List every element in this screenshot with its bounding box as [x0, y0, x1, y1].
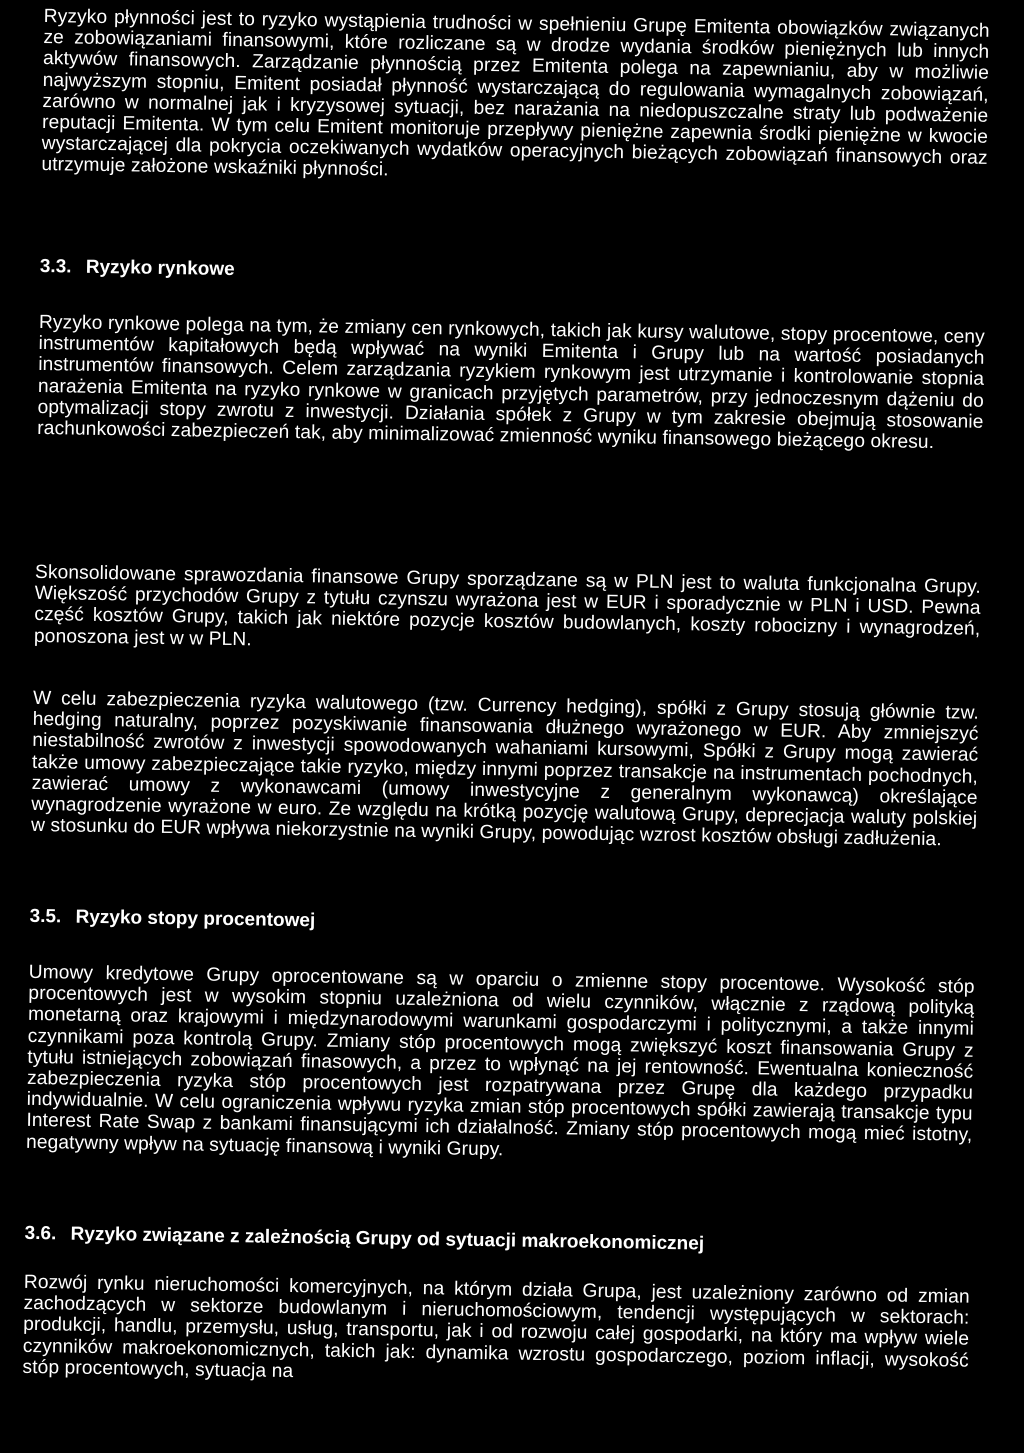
currency-paragraph-2: W celu zabezpieczenia ryzyka walutowego (tzw. Currency hedging), spółki z Grupy stosują głównie tzw. hedging naturalny, poprzez pozyskiwanie finansowania dłużnego wyrażonego w EUR. Aby zmniejszyć niestabilność zwrotów z inwestycji spowodowanych wahaniami kursowymi, Spółki z Grupy mogą zawierać także umowy zabezpieczające takie ryzyko, między innymi poprzez transakcje na instrumentach pochodnych, zawierać umowy z wykonawcami (umowy inwestycyjne z generalnym wykonawcą) określające wynagrodzenie wyrażone w euro. Ze względu na krótką pozycję walutową Grupy, deprecjacja waluty polskiej w stosunku do EUR wpływa niekorzystnie na wyniki Grupy, powodując wzrost kosztów obsługi zadłużenia.	[30, 687, 980, 851]
section-number: 3.5.	[29, 905, 62, 928]
section-heading-3-3	[40, 256, 235, 281]
currency-paragraph-1: Skonsolidowane sprawozdania finansowe Grupy sporządzane są w PLN jest to waluta funkcjonalna Grupy. Większość przychodów Grupy z tytułu czynszu wyrażona jest w EUR i sporadycznie w PLN i USD. Pewna część kosztów Grupy, takich jak niektóre pozycje kosztów budowlanych, koszty robocizny i wynagrodzeń, ponoszona jest w w PLN.	[33, 561, 982, 650]
section-heading-3-5	[29, 906, 315, 932]
document-page	[22, 0, 990, 1382]
section-heading-3-6	[24, 1223, 704, 1256]
interest-rate-paragraph: Umowy kredytowe Grupy oprocentowane są w oparciu o zmienne stopy procentowe. Wysokość stóp procentowych jest w wysokim stopniu uzależniona od wielu czynników, włącznie z rządową polityką monetarną oraz krajowymi i międzynarodowymi warunkami gospodarczymi i politycznymi, a także innymi czynnikami poza kontrolą Grupy. Zmiany stóp procentowych mogą zwiększyć koszt finansowania Grupy z tytułu istniejących zobowiązań finasowych, a przez to wpłynąć na jej rentowność. Ewentualna konieczność zabezpieczenia ryzyka stóp procentowych jest rozpatrywana przez Grupę dla każdego przypadku indywidualnie. W celu ograniczenia wpływu ryzyka zmian stóp procentowych spółki zawierają transakcje typu Interest Rate Swap z bankami finansującymi ich działalność. Zmiany stóp procentowych mogą mieć istotny, negatywny wpływ na sytuację finansową i wyniki Grupy.	[25, 961, 975, 1160]
liquidity-risk-paragraph: Ryzyko płynności jest to ryzyko wystąpienia trudności w spełnieniu Grupę Emitenta obowiązków związanych ze zobowiązaniami finansowymi, które rozliczane są w drodze wydania środków pieniężnych lub innych aktywów finansowych. Zarządzanie płynnością przez Emitenta polega na zapewnianiu, aby w możliwie najwyższym stopniu, Emitent posiadał płynność wystarczającą do regulowania wymagalnych zobowiązań, zarówno w normalnej jak i kryzysowej sytuacji, bez narażania na niedopuszczalne straty lub podważenie reputacji Emitenta. W tym celu Emitent monitoruje przepływy pieniężne zapewnia środki pieniężne w kwocie wystarczającej dla pokrycia oczekiwanych wydatków operacyjnych bieżących zobowiązań finansowych oraz utrzymuje założone wskaźniki płynności.	[41, 5, 990, 181]
macroeconomic-paragraph: Rozwój rynku nieruchomości komercyjnych, na którym działa Grupa, jest uzależniony zarówno od zmian zachodzących w sektorze budowlanym i nieruchomościowym, tendencji występujących w sektorach: produkcji, handlu, przemysłu, usług, transportu, jak i od rozwoju całej gospodarki, na który ma wpływ wiele czynników makroekonomicznych, takich jak: dynamika wzrostu gospodarczego, poziom inflacji, wysokość stóp procentowych, sytuacja na	[22, 1271, 970, 1382]
market-risk-paragraph: Ryzyko rynkowe polega na tym, że zmiany cen rynkowych, takich jak kursy walutowe, stopy procentowe, ceny instrumentów kapitałowych będą wpływać na wyniki Emitenta i Grupy lub na wartość posiadanych instrumentów finansowych. Celem zarządzania ryzykiem rynkowym jest utrzymanie i kontrolowanie stopnia narażenia Emitenta na ryzyko rynkowe w granicach przyjętych parametrów, przy jednoczesnym dążeniu do optymalizacji stopy zwrotu z inwestycji. Działania spółek z Grupy w tym zakresie obejmują stosowanie rachunkowości zabezpieczeń tak, aby minimalizować zmienność wyniku finansowego bieżącego okresu.	[37, 311, 985, 454]
section-number: 3.6.	[24, 1222, 57, 1245]
section-title: Ryzyko stopy procentowej	[75, 906, 316, 932]
section-title: Ryzyko rynkowe	[85, 256, 235, 281]
section-title: Ryzyko związane z zależnością Grupy od sytuacji makroekonomicznej	[70, 1223, 705, 1255]
section-number: 3.3.	[39, 255, 72, 278]
